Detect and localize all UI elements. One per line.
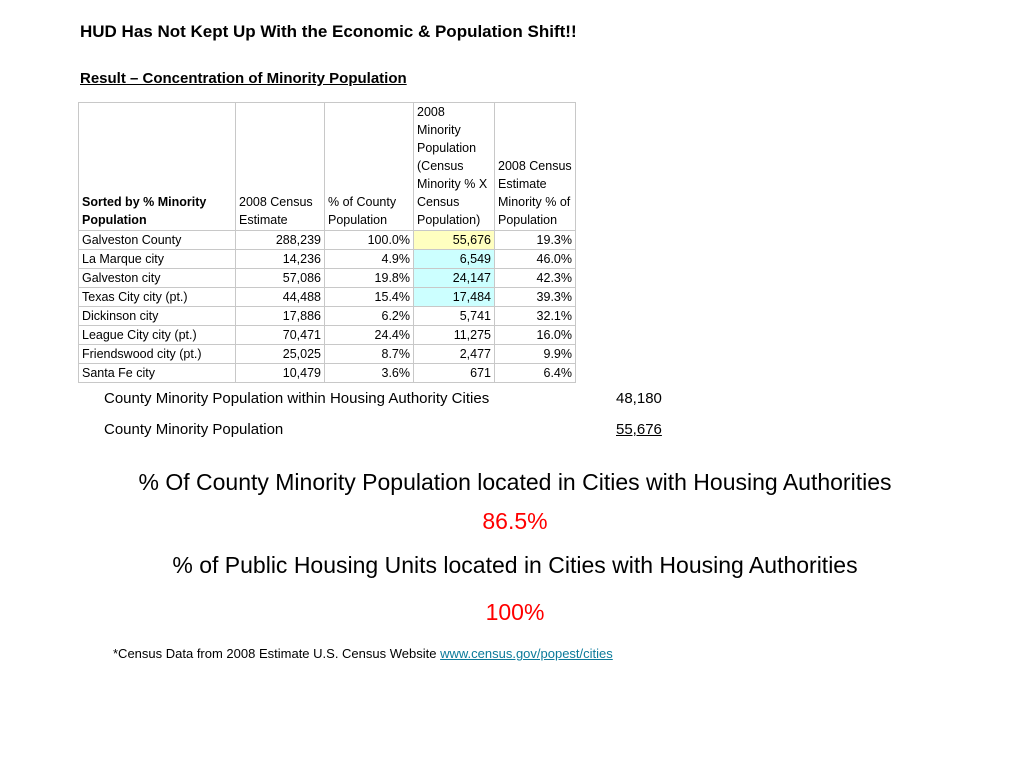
cell-city: Friendswood city (pt.) [79,345,236,364]
stat-minority-label: % Of County Minority Population located in Cities with Housing Authorities [138,469,892,495]
census-link[interactable]: www.census.gov/popest/cities [440,646,613,661]
column-header-city: Sorted by % Minority Population [79,103,236,231]
column-header-minority-pct: 2008 Census Estimate Minority % of Population [495,103,576,231]
column-header-minority-population: 2008 Minority Population (Census Minority % X Census Population) [414,103,495,231]
cell-county-pct: 100.0% [325,231,414,250]
cell-county-pct: 19.8% [325,269,414,288]
table-row [79,307,576,326]
cell-census-estimate: 70,471 [236,326,325,345]
summary-value: 55,676 [616,421,662,438]
table-row [79,250,576,269]
cell-census-estimate: 17,886 [236,307,325,326]
footnote-text: *Census Data from 2008 Estimate U.S. Census Website [113,646,441,661]
cell-minority-pct: 42.3% [495,269,576,288]
cell-county-pct: 24.4% [325,326,414,345]
column-header-census-estimate: 2008 Census Estimate [236,103,325,231]
table-row [79,364,576,383]
minority-population-table [78,102,576,383]
cell-minority-pct: 19.3% [495,231,576,250]
summary-label: County Minority Population [104,421,284,438]
cell-minority-pct: 39.3% [495,288,576,307]
cell-census-estimate: 10,479 [236,364,325,383]
page-title: HUD Has Not Kept Up With the Economic & Population Shift!! [80,22,577,41]
table-header-row [79,103,576,231]
summary-label: County Minority Population within Housing Authority Cities [104,390,490,407]
stat-housing-value: 100% [485,599,545,625]
cell-county-pct: 3.6% [325,364,414,383]
cell-census-estimate: 25,025 [236,345,325,364]
cell-city: Galveston city [79,269,236,288]
summary-line-housing-authority-cities [104,390,662,407]
cell-minority-population: 5,741 [414,307,495,326]
cell-minority-population: 24,147 [414,269,495,288]
cell-minority-population: 671 [414,364,495,383]
section-subtitle: Result – Concentration of Minority Population [80,70,407,87]
cell-county-pct: 8.7% [325,345,414,364]
cell-city: Galveston County [79,231,236,250]
cell-minority-pct: 46.0% [495,250,576,269]
cell-census-estimate: 44,488 [236,288,325,307]
summary-line-county-minority [104,421,662,438]
cell-minority-pct: 6.4% [495,364,576,383]
cell-city: Dickinson city [79,307,236,326]
table-row [79,231,576,250]
table-row [79,326,576,345]
cell-minority-population: 17,484 [414,288,495,307]
cell-census-estimate: 57,086 [236,269,325,288]
cell-minority-pct: 32.1% [495,307,576,326]
cell-minority-pct: 16.0% [495,326,576,345]
table-row [79,288,576,307]
stat-minority-value: 86.5% [482,508,548,534]
summary-value: 48,180 [616,390,662,407]
stat-housing-label: % of Public Housing Units located in Cities with Housing Authorities [172,552,858,578]
cell-county-pct: 4.9% [325,250,414,269]
cell-city: Santa Fe city [79,364,236,383]
cell-city: Texas City city (pt.) [79,288,236,307]
table-row [79,345,576,364]
cell-census-estimate: 288,239 [236,231,325,250]
cell-minority-pct: 9.9% [495,345,576,364]
cell-city: League City city (pt.) [79,326,236,345]
cell-county-pct: 6.2% [325,307,414,326]
cell-minority-population: 55,676 [414,231,495,250]
cell-minority-population: 6,549 [414,250,495,269]
column-header-county-pct: % of County Population [325,103,414,231]
cell-city: La Marque city [79,250,236,269]
cell-minority-population: 11,275 [414,326,495,345]
table-row [79,269,576,288]
cell-minority-population: 2,477 [414,345,495,364]
cell-county-pct: 15.4% [325,288,414,307]
footnote [113,646,613,661]
cell-census-estimate: 14,236 [236,250,325,269]
